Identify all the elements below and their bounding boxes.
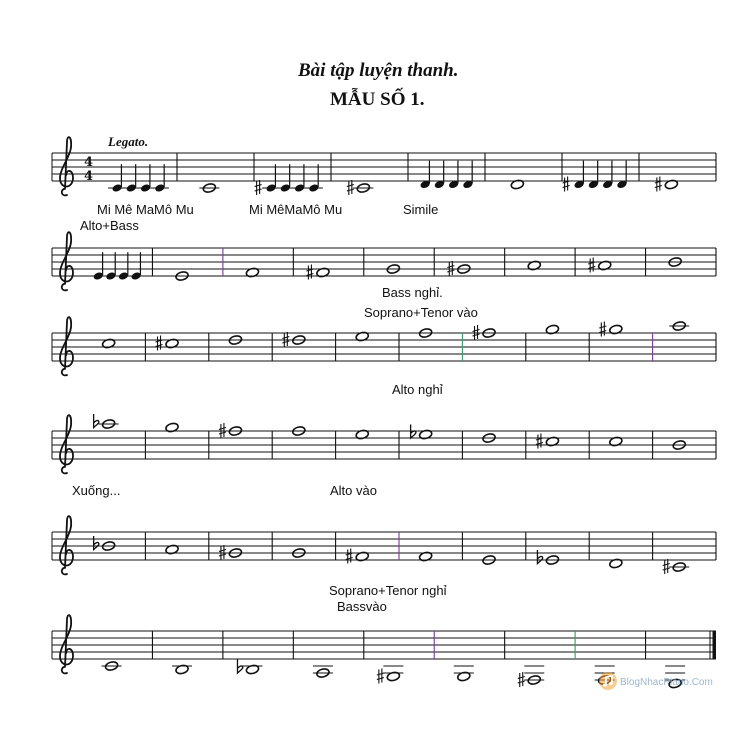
staff-system: [52, 232, 716, 290]
measure: [245, 248, 293, 278]
measure: [355, 429, 399, 459]
measure: [454, 631, 505, 682]
measure: [655, 153, 716, 192]
page-title: Bài tập luyện thanh.: [298, 60, 459, 81]
treble-clef-icon: [60, 137, 73, 195]
staff-system: [52, 317, 716, 375]
direction-label-descend: Xuống...: [72, 483, 121, 498]
sharp-icon: [346, 549, 353, 564]
time-signature-top: 4: [84, 155, 94, 170]
staff-system: [52, 414, 716, 473]
measure: [609, 532, 653, 569]
staff-system: [52, 516, 716, 574]
measure: [669, 321, 716, 361]
voice-label-alto-bass: Alto+Bass: [80, 218, 139, 233]
sharp-icon: [255, 180, 262, 195]
watermark-logo: [598, 671, 618, 691]
treble-clef-icon: [60, 615, 73, 673]
sharp-icon: [347, 180, 354, 195]
flat-icon: [237, 660, 242, 674]
lyrics-label-2: Mi MêMaMô Mu: [249, 202, 343, 217]
sharp-icon: [655, 177, 662, 192]
voice-label-alto-rest: Alto nghỉ: [392, 382, 443, 397]
treble-clef-icon: [60, 317, 73, 375]
final-barline-thick: [713, 631, 717, 659]
staff-system: [52, 137, 716, 195]
sharp-icon: [377, 669, 384, 684]
measure: [473, 325, 526, 361]
sharp-icon: [536, 434, 543, 449]
voice-label-soprano-tenor-rest: Soprano+Tenor nghỉ: [329, 583, 447, 598]
sharp-icon: [599, 322, 606, 337]
measure: [306, 248, 363, 280]
sharp-icon: [588, 258, 595, 273]
voice-label-alto-enter: Alto vào: [330, 483, 377, 498]
flat-icon: [537, 550, 542, 564]
sharp-icon: [663, 559, 670, 574]
simile-label: Simile: [403, 202, 439, 217]
lyrics-label-1: Mi Mê MaMô Mu: [97, 202, 194, 217]
treble-clef-icon: [60, 232, 73, 290]
page-subtitle: MẪU SỐ 1.: [330, 89, 425, 110]
sharp-icon: [306, 265, 313, 280]
music-note-icon: [598, 671, 618, 691]
measure: [419, 153, 485, 189]
watermark-text: BlogNhacPiano.Com: [620, 677, 713, 688]
time-signature-bottom: 4: [84, 169, 94, 184]
measure: [165, 422, 209, 459]
sharp-icon: [518, 672, 525, 687]
measure: [563, 153, 639, 192]
measure: [419, 532, 463, 562]
voice-label-bass-rest: Bass nghỉ.: [382, 285, 443, 300]
tempo-marking: Legato.: [108, 134, 149, 149]
sharp-icon: [156, 336, 163, 351]
flat-icon: [94, 536, 99, 550]
measure: [355, 331, 399, 361]
measure: [346, 532, 399, 564]
voice-label-soprano-tenor-enter: Soprano+Tenor vào: [364, 305, 478, 320]
measure: [545, 324, 589, 361]
measure: [102, 631, 153, 671]
measure: [411, 425, 463, 460]
flat-icon: [94, 414, 99, 428]
treble-clef-icon: [60, 516, 73, 574]
measure: [219, 423, 272, 459]
voice-label-bass-enter: Bassvào: [337, 599, 387, 614]
sharp-icon: [563, 177, 570, 192]
measure: [108, 153, 177, 193]
measure: [510, 153, 562, 190]
measure: [599, 322, 652, 362]
measure: [199, 153, 254, 193]
treble-clef-icon: [60, 415, 73, 473]
measure: [377, 631, 434, 684]
